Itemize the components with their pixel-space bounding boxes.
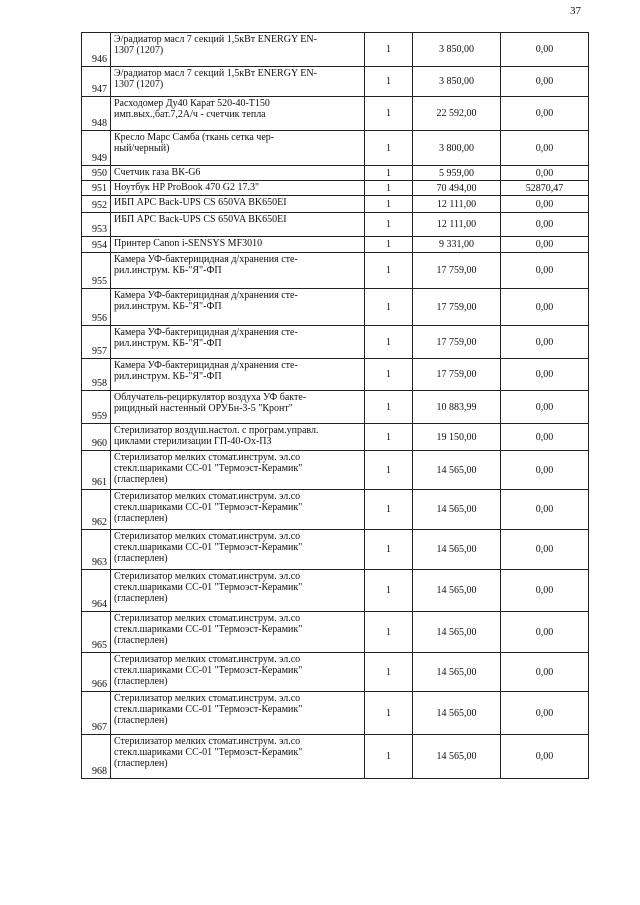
item-name: Стерилизатор воздуш.настол. с програм.управл. циклами стерилизации ГП-40-Ох-ПЗ — [111, 424, 365, 451]
item-name: Стерилизатор мелких стомат.инструм. эл.со стекл.шариками СС-01 "Термоэст-Керамик" (гласперлен) — [111, 653, 365, 692]
item-residual-value: 0,00 — [501, 33, 589, 67]
item-residual-value: 0,00 — [501, 131, 589, 166]
item-residual-value: 0,00 — [501, 490, 589, 530]
item-quantity: 1 — [365, 289, 413, 326]
item-residual-value: 0,00 — [501, 391, 589, 424]
item-quantity: 1 — [365, 253, 413, 289]
row-number: 949 — [82, 131, 111, 166]
item-price: 14 565,00 — [413, 612, 501, 653]
item-quantity: 1 — [365, 653, 413, 692]
table-row — [82, 181, 589, 196]
table-row — [82, 253, 589, 289]
table-row — [82, 131, 589, 166]
item-residual-value: 0,00 — [501, 166, 589, 181]
row-number: 952 — [82, 196, 111, 213]
item-residual-value: 0,00 — [501, 424, 589, 451]
item-quantity: 1 — [365, 530, 413, 570]
item-quantity: 1 — [365, 196, 413, 213]
item-name: Счетчик газа ВК-G6 — [111, 166, 365, 181]
item-price: 22 592,00 — [413, 97, 501, 131]
item-name: Камера УФ-бактерицидная д/хранения сте- рил.инструм. КБ-"Я"-ФП — [111, 326, 365, 359]
item-price: 3 850,00 — [413, 67, 501, 97]
inventory-table — [81, 32, 589, 779]
item-name: Стерилизатор мелких стомат.инструм. эл.со стекл.шариками СС-01 "Термоэст-Керамик" (гласперлен) — [111, 451, 365, 490]
item-residual-value: 0,00 — [501, 213, 589, 237]
row-number: 953 — [82, 213, 111, 237]
item-price: 14 565,00 — [413, 570, 501, 612]
item-quantity: 1 — [365, 213, 413, 237]
item-price: 17 759,00 — [413, 289, 501, 326]
row-number: 961 — [82, 451, 111, 490]
item-quantity: 1 — [365, 181, 413, 196]
item-residual-value: 0,00 — [501, 326, 589, 359]
row-number: 967 — [82, 692, 111, 735]
item-price: 14 565,00 — [413, 530, 501, 570]
table-row — [82, 359, 589, 391]
table-row — [82, 33, 589, 67]
table-row — [82, 692, 589, 735]
row-number: 963 — [82, 530, 111, 570]
item-quantity: 1 — [365, 451, 413, 490]
row-number: 962 — [82, 490, 111, 530]
item-quantity: 1 — [365, 326, 413, 359]
table-row — [82, 213, 589, 237]
table-row — [82, 391, 589, 424]
table-row — [82, 735, 589, 779]
item-residual-value: 0,00 — [501, 67, 589, 97]
inventory-table-body — [82, 33, 589, 779]
item-name: Расходомер Ду40 Карат 520-40-Т150 имп.вых.,бат.7,2А/ч - счетчик тепла — [111, 97, 365, 131]
row-number: 960 — [82, 424, 111, 451]
row-number: 954 — [82, 237, 111, 253]
row-number: 966 — [82, 653, 111, 692]
item-price: 12 111,00 — [413, 196, 501, 213]
row-number: 964 — [82, 570, 111, 612]
item-residual-value: 52870,47 — [501, 181, 589, 196]
item-residual-value: 0,00 — [501, 196, 589, 213]
table-row — [82, 530, 589, 570]
item-price: 10 883,99 — [413, 391, 501, 424]
row-number: 959 — [82, 391, 111, 424]
item-quantity: 1 — [365, 570, 413, 612]
item-name: Ноутбук HP ProBook 470 G2 17.3" — [111, 181, 365, 196]
table-row — [82, 490, 589, 530]
item-residual-value: 0,00 — [501, 612, 589, 653]
item-residual-value: 0,00 — [501, 735, 589, 779]
item-name: Камера УФ-бактерицидная д/хранения сте- рил.инструм. КБ-"Я"-ФП — [111, 359, 365, 391]
item-residual-value: 0,00 — [501, 692, 589, 735]
item-name: Стерилизатор мелких стомат.инструм. эл.со стекл.шариками СС-01 "Термоэст-Керамик" (гласперлен) — [111, 692, 365, 735]
item-residual-value: 0,00 — [501, 570, 589, 612]
item-quantity: 1 — [365, 612, 413, 653]
item-name: Камера УФ-бактерицидная д/хранения сте- рил.инструм. КБ-"Я"-ФП — [111, 253, 365, 289]
item-price: 14 565,00 — [413, 451, 501, 490]
table-row — [82, 237, 589, 253]
item-name: Э/радиатор масл 7 секций 1,5кВт ENERGY EN- 1307 (1207) — [111, 33, 365, 67]
item-price: 3 850,00 — [413, 33, 501, 67]
item-price: 3 800,00 — [413, 131, 501, 166]
item-name: Стерилизатор мелких стомат.инструм. эл.со стекл.шариками СС-01 "Термоэст-Керамик" (гласперлен) — [111, 490, 365, 530]
row-number: 951 — [82, 181, 111, 196]
row-number: 947 — [82, 67, 111, 97]
item-quantity: 1 — [365, 67, 413, 97]
item-price: 14 565,00 — [413, 653, 501, 692]
item-name: Кресло Марс Самба (ткань сетка чер- ный/черный) — [111, 131, 365, 166]
item-name: Принтер Canon i-SENSYS MF3010 — [111, 237, 365, 253]
row-number: 957 — [82, 326, 111, 359]
item-name: Стерилизатор мелких стомат.инструм. эл.со стекл.шариками СС-01 "Термоэст-Керамик" (гласперлен) — [111, 530, 365, 570]
item-price: 14 565,00 — [413, 692, 501, 735]
row-number: 948 — [82, 97, 111, 131]
item-quantity: 1 — [365, 490, 413, 530]
item-quantity: 1 — [365, 391, 413, 424]
item-quantity: 1 — [365, 97, 413, 131]
item-name: Э/радиатор масл 7 секций 1,5кВт ENERGY EN- 1307 (1207) — [111, 67, 365, 97]
item-price: 5 959,00 — [413, 166, 501, 181]
row-number: 956 — [82, 289, 111, 326]
table-row — [82, 196, 589, 213]
row-number: 968 — [82, 735, 111, 779]
item-price: 17 759,00 — [413, 326, 501, 359]
item-name: ИБП APC Back-UPS CS 650VA BK650EI — [111, 213, 365, 237]
item-residual-value: 0,00 — [501, 289, 589, 326]
table-row — [82, 67, 589, 97]
table-row — [82, 451, 589, 490]
item-quantity: 1 — [365, 735, 413, 779]
item-name: Стерилизатор мелких стомат.инструм. эл.со стекл.шариками СС-01 "Термоэст-Керамик" (гласперлен) — [111, 570, 365, 612]
row-number: 946 — [82, 33, 111, 67]
table-row — [82, 424, 589, 451]
item-price: 14 565,00 — [413, 735, 501, 779]
item-price: 9 331,00 — [413, 237, 501, 253]
item-price: 14 565,00 — [413, 490, 501, 530]
item-quantity: 1 — [365, 424, 413, 451]
item-name: Стерилизатор мелких стомат.инструм. эл.со стекл.шариками СС-01 "Термоэст-Керамик" (гласперлен) — [111, 735, 365, 779]
item-residual-value: 0,00 — [501, 237, 589, 253]
row-number: 965 — [82, 612, 111, 653]
item-quantity: 1 — [365, 33, 413, 67]
item-name: ИБП APC Back-UPS CS 650VA BK650EI — [111, 196, 365, 213]
item-quantity: 1 — [365, 166, 413, 181]
item-price: 17 759,00 — [413, 359, 501, 391]
row-number: 958 — [82, 359, 111, 391]
item-name: Стерилизатор мелких стомат.инструм. эл.со стекл.шариками СС-01 "Термоэст-Керамик" (гласперлен) — [111, 612, 365, 653]
item-residual-value: 0,00 — [501, 359, 589, 391]
table-row — [82, 166, 589, 181]
item-residual-value: 0,00 — [501, 451, 589, 490]
item-quantity: 1 — [365, 237, 413, 253]
page-number: 37 — [570, 5, 581, 17]
item-price: 19 150,00 — [413, 424, 501, 451]
item-price: 17 759,00 — [413, 253, 501, 289]
item-name: Камера УФ-бактерицидная д/хранения сте- рил.инструм. КБ-"Я"-ФП — [111, 289, 365, 326]
item-quantity: 1 — [365, 359, 413, 391]
table-row — [82, 570, 589, 612]
table-row — [82, 97, 589, 131]
item-residual-value: 0,00 — [501, 653, 589, 692]
item-quantity: 1 — [365, 692, 413, 735]
item-quantity: 1 — [365, 131, 413, 166]
table-row — [82, 326, 589, 359]
item-price: 70 494,00 — [413, 181, 501, 196]
item-residual-value: 0,00 — [501, 253, 589, 289]
item-price: 12 111,00 — [413, 213, 501, 237]
item-residual-value: 0,00 — [501, 530, 589, 570]
table-row — [82, 289, 589, 326]
row-number: 955 — [82, 253, 111, 289]
item-residual-value: 0,00 — [501, 97, 589, 131]
item-name: Облучатель-рециркулятор воздуха УФ бакте- рицидный настенный ОРУБн-3-5 "Кронт" — [111, 391, 365, 424]
table-row — [82, 612, 589, 653]
table-row — [82, 653, 589, 692]
row-number: 950 — [82, 166, 111, 181]
